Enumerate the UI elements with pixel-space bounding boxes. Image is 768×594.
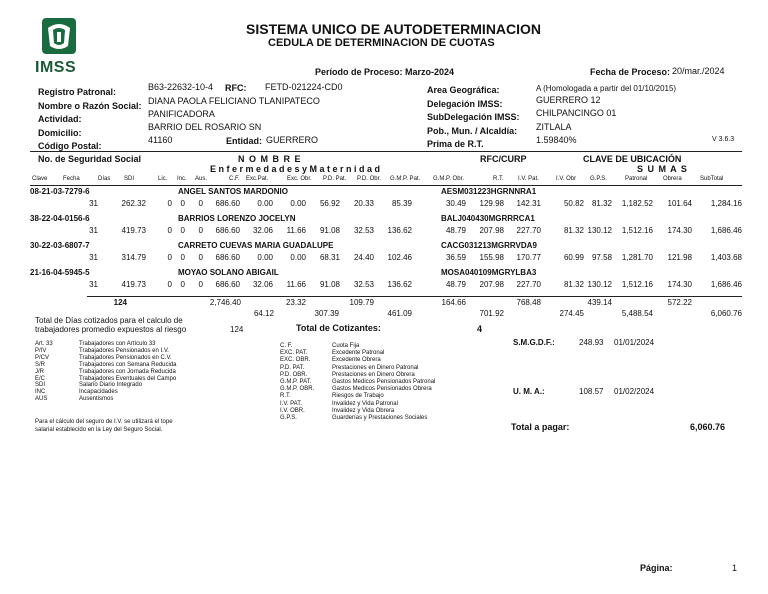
header-top-rule (30, 151, 742, 152)
worker-value: 1,182.52 (621, 199, 653, 208)
worker-value: 1,512.16 (621, 280, 653, 289)
legend-note-2: salarial establecido en la Ley del Seguro Social. (35, 427, 163, 433)
cotizantes-value: 4 (477, 324, 483, 334)
legend-mid-desc: Guarderías y Prestaciones Sociales (332, 415, 428, 421)
totals-rule (87, 296, 742, 297)
uma-date: 01/02/2024 (614, 387, 655, 396)
col-header: Obrera (663, 176, 682, 182)
col-header: Inc. (177, 176, 187, 182)
worker-curp: AESM031223HGRNNRA1 (441, 187, 537, 196)
label-prima: Prima de R.T. (427, 139, 484, 149)
legend-mid-desc: Gastos Medicos Pensionados Patronal (332, 379, 436, 385)
total-row2-value: 701.92 (479, 309, 504, 318)
total-row2-value: 64.12 (253, 309, 274, 318)
total-row2-value: 461.09 (387, 309, 412, 318)
page-number: 1 (732, 563, 738, 573)
worker-value: 686.60 (215, 226, 240, 235)
worker-value: 686.60 (215, 199, 240, 208)
worker-value: 68.31 (319, 253, 340, 262)
worker-value: 32.53 (353, 280, 374, 289)
worker-value: 0 (180, 199, 185, 208)
worker-value: 174.30 (667, 280, 692, 289)
legend-mid-code: G.P.S. (280, 415, 297, 421)
worker-value: 31 (89, 226, 98, 235)
entidad-value: GUERRERO (266, 135, 319, 145)
worker-value: 227.70 (516, 280, 541, 289)
total-row1-value: 164.66 (441, 298, 466, 307)
worker-value: 24.40 (353, 253, 374, 262)
legend-left-code: J/R (35, 368, 44, 375)
worker-name: BARRIOS LORENZO JOCELYN (178, 214, 296, 223)
worker-value: 81.32 (563, 280, 584, 289)
area-value: A (Homologada a partir del 01/10/2015) (536, 84, 677, 93)
legend-left-code: Art. 33 (35, 341, 53, 347)
worker-value: 0.00 (290, 253, 306, 262)
legend-mid-desc: Prestaciones en Dinero Patronal (332, 364, 419, 371)
col-header: Fecha (63, 176, 80, 182)
legend-mid-desc: Gastos Medicos Pensionados Obrera (332, 386, 432, 393)
worker-value: 81.32 (563, 226, 584, 235)
legend-mid-code: C. F. (280, 343, 293, 349)
worker-value: 101.64 (667, 199, 692, 208)
legend-mid-desc: Invalidez y Vida Obrera (332, 407, 395, 414)
total-row2-value: 307.39 (314, 309, 339, 318)
legend-mid-desc: Excedente Patronal (332, 350, 385, 357)
poblacion-value: ZITLALA (536, 122, 572, 132)
col-header: Exc. Obr. (287, 176, 312, 182)
report-subtitle: CEDULA DE DETERMINACION DE CUOTAS (268, 37, 495, 49)
legend-left-code: INC (35, 389, 46, 396)
total-row1-value: 768.48 (516, 298, 541, 307)
worker-value: 0.00 (290, 199, 306, 208)
prima-value: 1.59840% (536, 135, 577, 145)
legend-left-code: SDI (35, 382, 46, 389)
legend-mid-code: I.V. OBR. (280, 407, 305, 414)
nombre-value: DIANA PAOLA FELICIANO TLANIPATECO (148, 96, 320, 106)
col-header: SubTotal (700, 176, 724, 182)
worker-value: 30.49 (445, 199, 466, 208)
worker-nss: 21-16-04-5945-5 (30, 268, 90, 277)
uma-label: U. M. A.: (513, 387, 545, 396)
worker-value: 142.31 (516, 199, 541, 208)
worker-value: 32.06 (252, 226, 273, 235)
processing-period: Período de Proceso: Marzo-2024 (315, 67, 455, 77)
legend-left-desc: Trabajadores con Jornada Reducida (79, 368, 176, 375)
col-header: Clave (32, 176, 48, 182)
dias-note-2: trabajadores promedio expuestos al riesgo (35, 325, 187, 334)
worker-value: 0 (167, 226, 172, 235)
worker-value: 48.79 (445, 226, 466, 235)
worker-value: 0 (198, 253, 203, 262)
smgdf-date: 01/01/2024 (614, 338, 655, 347)
worker-value: 97.58 (591, 253, 612, 262)
legend-left-desc: Trabajadores Pensionados en C.V. (79, 354, 172, 361)
left-info-labels (38, 86, 148, 154)
worker-value: 11.66 (286, 226, 306, 235)
version: V 3.6.3 (712, 136, 735, 143)
imss-logo-text: IMSS (35, 59, 77, 76)
total-row1-value: 439.14 (587, 298, 612, 307)
worker-value: 85.39 (391, 199, 412, 208)
total-row1-value: 23.32 (285, 298, 306, 307)
worker-value: 174.30 (667, 226, 692, 235)
rfc-label: RFC: (225, 83, 247, 93)
worker-value: 419.73 (121, 280, 146, 289)
page-label: Página: (640, 563, 673, 573)
right-info-labels (427, 84, 537, 152)
total-label: Total a pagar: (511, 422, 570, 432)
worker-value: 130.12 (587, 280, 612, 289)
worker-curp: CACG031213MGRRVDA9 (441, 241, 537, 250)
legend-left-code: AUS (35, 396, 48, 403)
legend-mid-desc: Riesgos de Trabajo (332, 393, 384, 400)
dias-value: 124 (230, 325, 244, 334)
legend-mid-code: R.T. (280, 393, 291, 400)
worker-name: MOYAO SOLANO ABIGAIL (178, 268, 279, 277)
legend-mid-desc: Cuota Fija (332, 343, 360, 349)
cp-value: 41160 (148, 135, 173, 145)
worker-nss: 38-22-04-0156-6 (30, 214, 90, 223)
label-poblacion: Pob., Mun. / Alcaldía: (427, 125, 518, 136)
worker-value: 262.32 (121, 199, 146, 208)
legend-mid-code: G.M.P. PAT. (280, 379, 312, 385)
smgdf-value: 248.93 (579, 338, 604, 347)
worker-value: 121.98 (667, 253, 692, 262)
worker-value: 686.60 (215, 253, 240, 262)
worker-value: 60.99 (563, 253, 584, 262)
legend-left-desc: Trabajadores con Semana Reducida (79, 361, 177, 368)
header-enfermedades: E n f e r m e d a d e s y M a t e r n i d a d (210, 164, 381, 174)
delegacion-value: GUERRERO 12 (536, 95, 601, 105)
legend-left-code: P/CV (35, 354, 50, 361)
worker-value: 686.60 (215, 280, 240, 289)
worker-nss: 30-22-03-6807-7 (30, 241, 90, 250)
worker-value: 136.62 (387, 226, 412, 235)
header-nombre: N O M B R E (238, 154, 302, 164)
worker-value: 314.79 (121, 253, 146, 262)
worker-value: 1,403.68 (710, 253, 742, 262)
worker-value: 419.73 (121, 226, 146, 235)
legend-left-desc: Incapacidades (79, 389, 118, 396)
worker-value: 36.59 (445, 253, 466, 262)
legend-left-code: S/R (35, 361, 46, 368)
label-delegacion: Delegación IMSS: (427, 98, 503, 109)
legend-mid-code: EXC. PAT. (280, 350, 308, 357)
cotizantes-label: Total de Cotizantes: (296, 323, 381, 333)
worker-curp: BALJ040430MGRRRCA1 (441, 214, 535, 223)
worker-value: 32.53 (353, 226, 374, 235)
actividad-value: PANIFICADORA (148, 109, 215, 119)
legend-note-1: Para el cálculo del seguro de I.V. se utilizará el tope (35, 419, 173, 425)
worker-value: 227.70 (516, 226, 541, 235)
legend-left-desc: Trabajadores Pensionados en I.V. (79, 347, 169, 354)
label-domicilio: Domicilio: (38, 127, 82, 138)
total-row2-value: 5,488.54 (621, 309, 653, 318)
worker-value: 102.46 (387, 253, 412, 262)
entidad-label: Entidad: (226, 136, 262, 146)
worker-value: 91.08 (319, 226, 340, 235)
imss-logo (32, 16, 86, 78)
header-nss: No. de Seguridad Social (38, 154, 142, 164)
header-sumas: S U M A S (637, 164, 688, 174)
worker-value: 0 (180, 253, 185, 262)
legend-left-desc: Trabajadores con Artículo 33 (79, 341, 156, 347)
total-row1-value: 109.79 (349, 298, 374, 307)
col-header: P.D. Obr. (357, 176, 381, 182)
worker-value: 0 (180, 226, 185, 235)
worker-value: 207.98 (479, 280, 504, 289)
col-header: G.P.S. (590, 176, 607, 182)
worker-value: 0.00 (257, 253, 273, 262)
legend-left-code: P/IV (35, 347, 47, 354)
col-header: Días (98, 176, 111, 182)
worker-value: 0 (198, 199, 203, 208)
worker-value: 129.98 (479, 199, 504, 208)
total-row1-value: 2,746.40 (209, 298, 241, 307)
col-header: G.M.P. Pat. (390, 176, 421, 182)
subdelegacion-value: CHILPANCINGO 01 (536, 108, 617, 118)
worker-value: 81.32 (591, 199, 612, 208)
smgdf-label: S.M.G.D.F.: (513, 338, 555, 347)
legend-left-desc: Salario Diario Integrado (79, 382, 143, 389)
process-date-value: 20/mar./2024 (672, 66, 725, 76)
total-value: 6,060.76 (690, 422, 726, 432)
worker-value: 0 (198, 226, 203, 235)
col-header: Lic. (158, 176, 168, 182)
legend-mid-code: P.D. OBR. (280, 371, 308, 378)
col-header: Aus. (195, 176, 208, 182)
worker-value: 1,281.70 (621, 253, 653, 262)
worker-value: 155.98 (479, 253, 504, 262)
uma-value: 108.57 (579, 387, 604, 396)
legend-mid-desc: Excedente Obrera (332, 357, 381, 364)
col-header: Patronal (625, 176, 648, 182)
worker-value: 136.62 (387, 280, 412, 289)
legend-left-code: E/C (35, 375, 46, 382)
process-date-label: Fecha de Proceso: (590, 67, 671, 77)
legend-mid-code: EXC. OBR. (280, 357, 311, 364)
worker-value: 0 (167, 253, 172, 262)
worker-value: 32.06 (252, 280, 273, 289)
worker-value: 1,512.16 (621, 226, 653, 235)
worker-value: 20.33 (353, 199, 374, 208)
label-actividad: Actividad: (38, 114, 82, 124)
header-rfc: RFC/CURP (480, 154, 527, 164)
rfc-value: FETD-021224-CD0 (265, 82, 343, 92)
header-bottom-rule (30, 185, 742, 186)
worker-curp: MOSA040109MGRYLBA3 (441, 268, 537, 277)
worker-value: 31 (89, 199, 98, 208)
worker-value: 0 (167, 280, 172, 289)
worker-value: 1,686.46 (710, 226, 742, 235)
worker-value: 0 (198, 280, 203, 289)
label-cp: Código Postal: (38, 141, 102, 151)
legend-mid-desc: Prestaciones en Dinero Obrera (332, 371, 415, 378)
col-header: C.F. (229, 176, 240, 182)
col-header: P.D. Pat. (323, 176, 347, 182)
worker-value: 48.79 (445, 280, 466, 289)
total-row1-value: 124 (113, 298, 127, 307)
worker-value: 170.77 (516, 253, 541, 262)
dias-note-1: Total de Días cotizados para el calculo de (35, 316, 183, 325)
legend-mid-code: I.V. PAT. (280, 400, 302, 407)
worker-value: 31 (89, 280, 98, 289)
worker-value: 56.92 (319, 199, 340, 208)
col-header: G.M.P. Obr. (433, 176, 464, 182)
worker-value: 50.82 (563, 199, 584, 208)
worker-value: 0 (180, 280, 185, 289)
legend-mid-code: P.D. PAT. (280, 364, 305, 371)
legend-mid-desc: Invalidez y Vida Patronal (332, 400, 398, 407)
col-header: SDI (124, 176, 135, 182)
worker-name: ANGEL SANTOS MARDONIO (178, 187, 288, 196)
worker-nss: 08-21-03-7279-6 (30, 187, 90, 196)
col-header: I.V. Pat. (518, 176, 539, 182)
header-clave: CLAVE DE UBICACIÓN (583, 154, 682, 164)
label-subdelegacion: SubDelegación IMSS: (427, 112, 520, 122)
col-header: Exc.Pat. (246, 176, 269, 182)
legend-mid-code: G.M.P. OBR. (280, 386, 315, 393)
domicilio-value: BARRIO DEL ROSARIO SN (148, 122, 262, 132)
registro-value: B63-22632-10-4 (148, 82, 214, 92)
worker-value: 1,686.46 (710, 280, 742, 289)
worker-value: 11.66 (286, 280, 306, 289)
legend-left-desc: Ausentismos (79, 396, 114, 403)
worker-value: 1,284.16 (710, 199, 742, 208)
total-row2-value: 6,060.76 (710, 309, 742, 318)
total-row2-value: 274.45 (559, 309, 584, 318)
col-header: I.V. Obr (556, 176, 577, 182)
legend-left-desc: Trabajadores Eventuales del Campo (79, 375, 177, 382)
worker-name: CARRETO CUEVAS MARIA GUADALUPE (178, 241, 334, 250)
col-header: R.T. (493, 176, 504, 182)
worker-value: 130.12 (587, 226, 612, 235)
label-area: Area Geográfica: (427, 85, 500, 95)
label-nombre: Nombre o Razón Social: (38, 100, 142, 111)
worker-value: 31 (89, 253, 98, 262)
worker-value: 91.08 (319, 280, 340, 289)
total-row1-value: 572.22 (667, 298, 692, 307)
worker-value: 0.00 (257, 199, 273, 208)
label-registro: Registro Patronal: (38, 87, 117, 97)
worker-value: 0 (167, 199, 172, 208)
worker-value: 207.98 (479, 226, 504, 235)
report-title: SISTEMA UNICO DE AUTODETERMINACION (246, 21, 542, 37)
